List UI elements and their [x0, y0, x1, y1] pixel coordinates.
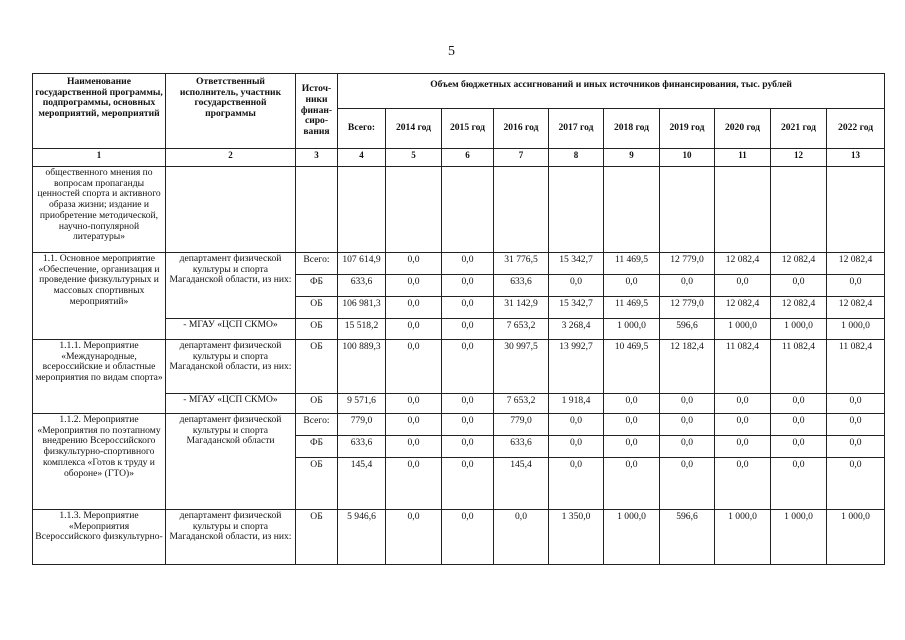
col-number: 3: [296, 149, 338, 167]
value-2019: 596,6: [660, 510, 715, 565]
value-2020: 0,0: [715, 414, 771, 436]
value-2019: 0,0: [660, 458, 715, 510]
value-2015: 0,0: [442, 297, 494, 319]
value-2022: 1 000,0: [827, 319, 885, 340]
column-number-row: [33, 149, 885, 167]
value-2020: 12 082,4: [715, 253, 771, 275]
value-2017: 15 342,7: [549, 297, 604, 319]
source: ОБ: [296, 394, 338, 414]
source: ОБ: [296, 319, 338, 340]
header-year-2018: 2018 год: [604, 109, 660, 149]
header-year-2021: 2021 год: [771, 109, 827, 149]
source: ОБ: [296, 510, 338, 565]
source: ОБ: [296, 458, 338, 510]
source: Всего:: [296, 414, 338, 436]
value-total: 633,6: [338, 436, 386, 458]
col-number: 11: [715, 149, 771, 167]
header-year-2022: 2022 год: [827, 109, 885, 149]
value-2015: 0,0: [442, 414, 494, 436]
col-number: 4: [338, 149, 386, 167]
executor: департамент физической культуры и спорта Магаданской области, из них:: [166, 510, 296, 565]
col-number: 10: [660, 149, 715, 167]
header-name: Наименование государственной программы, подпрограммы, основных мероприятий, мероприятий: [33, 74, 166, 149]
value-2020: 12 082,4: [715, 297, 771, 319]
value-2014: 0,0: [386, 253, 442, 275]
value-2015: 0,0: [442, 319, 494, 340]
col-number: 5: [386, 149, 442, 167]
value-2018: 10 469,5: [604, 340, 660, 394]
value-2018: 11 469,5: [604, 297, 660, 319]
value-total: 106 981,3: [338, 297, 386, 319]
value-2021: 1 000,0: [771, 319, 827, 340]
header-year-2020: 2020 год: [715, 109, 771, 149]
col-number: 13: [827, 149, 885, 167]
value-2015: 0,0: [442, 253, 494, 275]
value-2021: 0,0: [771, 414, 827, 436]
sub-executor: - МГАУ «ЦСП СКМО»: [166, 394, 296, 414]
value-2017: 0,0: [549, 458, 604, 510]
value-2020: 1 000,0: [715, 319, 771, 340]
executor: департамент физической культуры и спорта Магаданской области: [166, 414, 296, 510]
value-2014: 0,0: [386, 414, 442, 436]
value-2022: 12 082,4: [827, 297, 885, 319]
value-2022: 0,0: [827, 394, 885, 414]
value-2021: 11 082,4: [771, 340, 827, 394]
header-year-2016: 2016 год: [494, 109, 549, 149]
continuation-text: общественного мнения по вопросам пропаганды ценностей спорта и активного образа жизни; издание и приобретение методической, научно-популярной литературы»: [33, 167, 166, 253]
activity-name: 1.1. Основное мероприятие «Обеспечение, организация и проведение физкультурных и массовых спортивных мероприятий»: [33, 253, 166, 340]
value-total: 5 946,6: [338, 510, 386, 565]
col-number: 6: [442, 149, 494, 167]
value-2019: 0,0: [660, 394, 715, 414]
value-2015: 0,0: [442, 340, 494, 394]
value-2017: 3 268,4: [549, 319, 604, 340]
header-total: Всего:: [338, 109, 386, 149]
value-2015: 0,0: [442, 510, 494, 565]
value-total: 15 518,2: [338, 319, 386, 340]
table-row: [33, 414, 885, 436]
value-2014: 0,0: [386, 510, 442, 565]
col-number: 9: [604, 149, 660, 167]
value-2020: 1 000,0: [715, 510, 771, 565]
value-2020: 0,0: [715, 394, 771, 414]
value-2018: 1 000,0: [604, 510, 660, 565]
value-2021: 0,0: [771, 436, 827, 458]
value-2022: 1 000,0: [827, 510, 885, 565]
value-total: 9 571,6: [338, 394, 386, 414]
executor: департамент физической культуры и спорта Магаданской области, из них:: [166, 253, 296, 319]
activity-name: 1.1.3. Мероприятие «Мероприятия Всероссийского физкультурно-: [33, 510, 166, 565]
value-2017: 0,0: [549, 414, 604, 436]
value-2018: 0,0: [604, 275, 660, 297]
header-year-2014: 2014 год: [386, 109, 442, 149]
source: ОБ: [296, 340, 338, 394]
value-2014: 0,0: [386, 297, 442, 319]
value-total: 145,4: [338, 458, 386, 510]
value-2021: 12 082,4: [771, 253, 827, 275]
value-2017: 15 342,7: [549, 253, 604, 275]
value-2016: 30 997,5: [494, 340, 549, 394]
header-year-2019: 2019 год: [660, 109, 715, 149]
value-2019: 596,6: [660, 319, 715, 340]
source: Всего:: [296, 253, 338, 275]
value-2017: 1 918,4: [549, 394, 604, 414]
value-2022: 0,0: [827, 458, 885, 510]
value-2022: 11 082,4: [827, 340, 885, 394]
source: ФБ: [296, 275, 338, 297]
value-2019: 0,0: [660, 436, 715, 458]
value-2014: 0,0: [386, 275, 442, 297]
value-2014: 0,0: [386, 394, 442, 414]
executor: департамент физической культуры и спорта Магаданской области, из них:: [166, 340, 296, 394]
col-number: 8: [549, 149, 604, 167]
value-2016: 633,6: [494, 275, 549, 297]
value-2021: 0,0: [771, 275, 827, 297]
header-year-2015: 2015 год: [442, 109, 494, 149]
value-2018: 0,0: [604, 394, 660, 414]
table-row: [33, 253, 885, 275]
budget-table: [32, 73, 885, 565]
value-2014: 0,0: [386, 319, 442, 340]
value-2017: 0,0: [549, 436, 604, 458]
value-2019: 12 779,0: [660, 253, 715, 275]
header-year-2017: 2017 год: [549, 109, 604, 149]
value-2017: 1 350,0: [549, 510, 604, 565]
source: ФБ: [296, 436, 338, 458]
value-2022: 12 082,4: [827, 253, 885, 275]
value-2016: 31 776,5: [494, 253, 549, 275]
value-2020: 0,0: [715, 275, 771, 297]
value-2016: 145,4: [494, 458, 549, 510]
page-number: 5: [448, 44, 455, 59]
value-2021: 0,0: [771, 458, 827, 510]
value-2018: 0,0: [604, 414, 660, 436]
value-2022: 0,0: [827, 414, 885, 436]
value-2018: 0,0: [604, 458, 660, 510]
value-2019: 12 779,0: [660, 297, 715, 319]
value-2016: 7 653,2: [494, 394, 549, 414]
value-2016: 633,6: [494, 436, 549, 458]
value-2020: 11 082,4: [715, 340, 771, 394]
value-2019: 0,0: [660, 275, 715, 297]
value-2021: 0,0: [771, 394, 827, 414]
value-2022: 0,0: [827, 275, 885, 297]
value-2016: 7 653,2: [494, 319, 549, 340]
value-2020: 0,0: [715, 458, 771, 510]
value-2014: 0,0: [386, 340, 442, 394]
value-total: 100 889,3: [338, 340, 386, 394]
value-2016: 779,0: [494, 414, 549, 436]
value-total: 633,6: [338, 275, 386, 297]
sub-executor: - МГАУ «ЦСП СКМО»: [166, 319, 296, 340]
value-2018: 11 469,5: [604, 253, 660, 275]
col-number: 1: [33, 149, 166, 167]
source: ОБ: [296, 297, 338, 319]
value-2017: 13 992,7: [549, 340, 604, 394]
activity-name: 1.1.1. Мероприятие «Международные, всероссийские и областные мероприятия по видам спорта»: [33, 340, 166, 414]
value-2021: 1 000,0: [771, 510, 827, 565]
header-source: Источ-ники финан-сиро-вания: [296, 74, 338, 149]
table-row: [33, 510, 885, 565]
col-number: 2: [166, 149, 296, 167]
value-2016: 0,0: [494, 510, 549, 565]
col-number: 12: [771, 149, 827, 167]
value-2020: 0,0: [715, 436, 771, 458]
value-2019: 12 182,4: [660, 340, 715, 394]
table-row: [33, 167, 885, 253]
value-2015: 0,0: [442, 458, 494, 510]
activity-name: 1.1.2. Мероприятие «Мероприятия по поэтапному внедрению Всероссийского физкультурно-спортивного комплекса «Готов к труду и обороне» (ГТО)»: [33, 414, 166, 510]
value-2016: 31 142,9: [494, 297, 549, 319]
value-2022: 0,0: [827, 436, 885, 458]
col-number: 7: [494, 149, 549, 167]
value-2018: 1 000,0: [604, 319, 660, 340]
value-2015: 0,0: [442, 436, 494, 458]
value-2018: 0,0: [604, 436, 660, 458]
value-2014: 0,0: [386, 458, 442, 510]
value-2021: 12 082,4: [771, 297, 827, 319]
value-2015: 0,0: [442, 394, 494, 414]
table-row: [33, 340, 885, 394]
value-total: 779,0: [338, 414, 386, 436]
value-total: 107 614,9: [338, 253, 386, 275]
header-executor: Ответственный исполнитель, участник государственной программы: [166, 74, 296, 149]
value-2017: 0,0: [549, 275, 604, 297]
value-2019: 0,0: [660, 414, 715, 436]
value-2014: 0,0: [386, 436, 442, 458]
header-volume: Объем бюджетных ассигнований и иных источников финансирования, тыс. рублей: [338, 74, 885, 109]
value-2015: 0,0: [442, 275, 494, 297]
